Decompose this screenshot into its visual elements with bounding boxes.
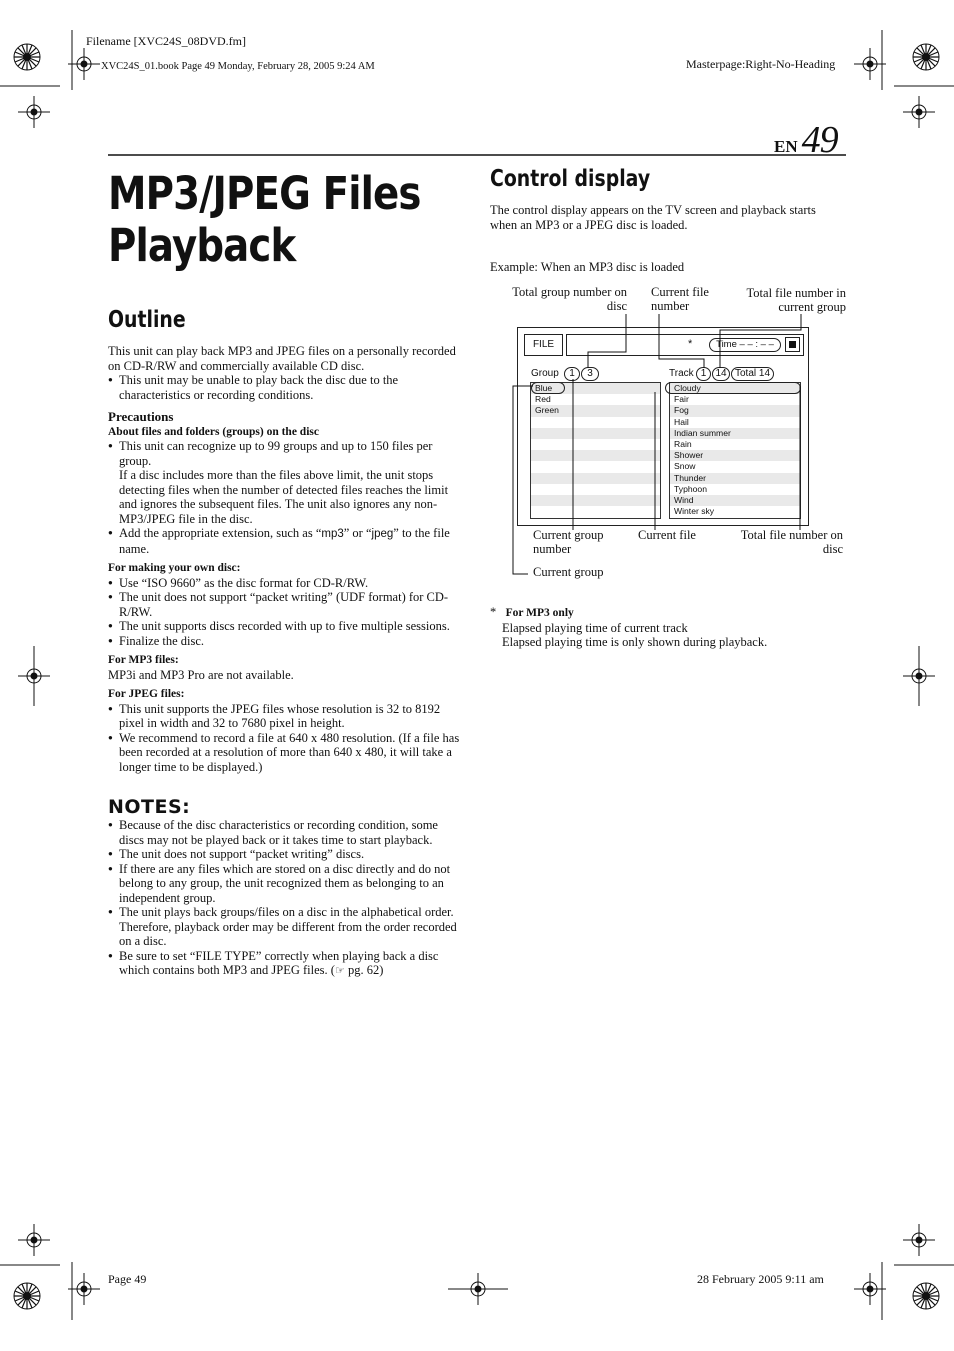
own-bullet-2: ● The unit does not support “packet writing” (UDF format) for CD-R/RW. [108, 590, 463, 619]
track-list-item: Hail [674, 416, 689, 427]
page-num: 49 [801, 119, 838, 161]
note-5-text-b: pg. 62) [344, 963, 384, 977]
precautions-heading: Precautions [108, 409, 174, 424]
track-list-item: Cloudy [670, 383, 800, 394]
outline-heading: Outline [108, 307, 186, 333]
title-line-1: MP3/JPEG Files [108, 167, 421, 220]
track-list-item: Winter sky [674, 506, 715, 517]
track-list-item: Wind [670, 495, 800, 506]
about-b2-text-c: ” to the file name. [119, 526, 450, 556]
header-book-line: XVC24S_01.book Page 49 Monday, February 28, 2005 9:24 AM [101, 61, 375, 72]
pointing-hand-icon: ☞ [334, 965, 345, 977]
about-bullet-1: ● This unit can recognize up to 99 groups and up to 150 files per group. [108, 439, 463, 468]
own-disc-heading: For making your own disc: [108, 562, 241, 574]
footnote-title: For MP3 only [505, 607, 574, 619]
track-list-item: Fog [670, 405, 800, 416]
label-total-file-group: Total file number in current group [746, 286, 846, 314]
label-current-group-number: Current group number [533, 528, 604, 556]
time-readout: Time – – : – – [709, 338, 781, 352]
footnote-mark: * [490, 605, 497, 619]
outline-intro: This unit can play back MP3 and JPEG files on a personally recorded on CD-R/RW and commercially available CD disc. [108, 344, 456, 373]
footer-date: 28 February 2005 9:11 am [697, 1272, 824, 1286]
group-list-item: Blue [531, 383, 660, 394]
track-total-on-disc: Total 14 [731, 367, 774, 381]
mp3-heading: For MP3 files: [108, 654, 179, 666]
footnote-line-2: Elapsed playing time is only shown during playback. [502, 635, 768, 649]
track-list-item: Rain [674, 438, 692, 449]
label-current-file-number: Current file number [651, 285, 709, 313]
group-list-item: Red [535, 394, 551, 405]
control-example: Example: When an MP3 disc is loaded [490, 260, 685, 274]
jpeg-bullet-2: ● We recommend to record a file at 640 x 480 resolution. (If a file has been recorded at a resolution of more than 640 x 480, it will take a longer time to be displayed.) [108, 731, 463, 775]
jpeg-heading: For JPEG files: [108, 688, 185, 700]
group-label: Group [531, 368, 559, 379]
outline-bullet: ● This unit may be unable to play back the disc due to the characteristics or recording conditions. [108, 373, 463, 402]
header-filename: Filename [XVC24S_08DVD.fm] [86, 34, 246, 48]
group-list-item: Green [531, 405, 660, 416]
control-heading: Control display [490, 166, 651, 192]
track-list-item: Fair [674, 394, 689, 405]
footer-page: Page 49 [108, 1272, 147, 1286]
jpeg-bullet-1: ● This unit supports the JPEG files whose resolution is 32 to 8192 pixel in width and 32 to 7680 pixel in height. [108, 702, 463, 731]
track-total-in-group: 14 [712, 367, 730, 381]
own-bullet-1: ● Use “ISO 9660” as the disc format for CD-R/RW. [108, 576, 463, 591]
footnote-star: * [688, 338, 693, 350]
track-list-item: Typhoon [674, 483, 707, 494]
mp3-text: MP3i and MP3 Pro are not available. [108, 667, 294, 682]
file-type-label: FILE [524, 334, 563, 356]
about-bullet-1-cont: If a disc includes more than the files above limit, the unit stops detecting files when the number of detected files reaches the limit and ignores the subsequent files. The unit also ignores any non-MP3/JPEG file in the disc. [119, 468, 449, 526]
note-2: ● The unit does not support “packet writing” discs. [108, 847, 463, 862]
label-current-file: Current file [638, 528, 696, 542]
control-intro: The control display appears on the TV screen and playback starts when an MP3 or a JPEG disc is loaded. [490, 203, 816, 232]
footnote [490, 605, 846, 650]
track-current-number: 1 [696, 367, 711, 381]
track-list-item: Shower [670, 450, 800, 461]
footnote-line-1: Elapsed playing time of current track [502, 620, 688, 635]
label-current-group: Current group [533, 565, 604, 579]
track-list-item: Thunder [670, 473, 800, 484]
track-list-item: Indian summer [670, 428, 800, 439]
group-total-number: 3 [581, 367, 599, 381]
group-current-number: 1 [564, 367, 580, 381]
header-masterpage: Masterpage:Right-No-Heading [686, 57, 836, 71]
note-4: ● The unit plays back groups/files on a disc in the alphabetical order. Therefore, playback order may be different from the order recorded on a disc. [108, 905, 463, 949]
title-line-2: Playback [108, 219, 296, 272]
about-heading: About files and folders (groups) on the disc [108, 425, 319, 438]
note-1: ● Because of the disc characteristics or recording condition, some discs may not be played back or it takes time to start playback. [108, 818, 463, 847]
notes-heading: NOTES: [108, 796, 191, 818]
note-5-text-a: Be sure to set “FILE TYPE” correctly when playing back a disc which contains both MP3 and JPEG files. ( [119, 948, 439, 977]
about-b2-text-b: ” or “ [343, 526, 372, 540]
note-3: ● If there are any files which are stored on a disc directly and do not belong to any group, the unit recognized them as belonging to an independent group. [108, 862, 463, 906]
track-list-item: Snow [674, 461, 696, 472]
label-total-group: Total group number on disc [512, 285, 627, 313]
own-bullet-4: ● Finalize the disc. [108, 634, 463, 649]
page-lang: EN [774, 137, 798, 156]
ext-jpeg: jpeg [371, 528, 394, 540]
label-total-file-disc: Total file number on disc [740, 528, 843, 556]
track-label: Track [669, 368, 694, 379]
own-bullet-3: ● The unit supports discs recorded with up to five multiple sessions. [108, 619, 463, 634]
ext-mp3: mp3 [321, 528, 344, 540]
about-b2-text-a: Add the appropriate extension, such as “ [119, 526, 322, 540]
